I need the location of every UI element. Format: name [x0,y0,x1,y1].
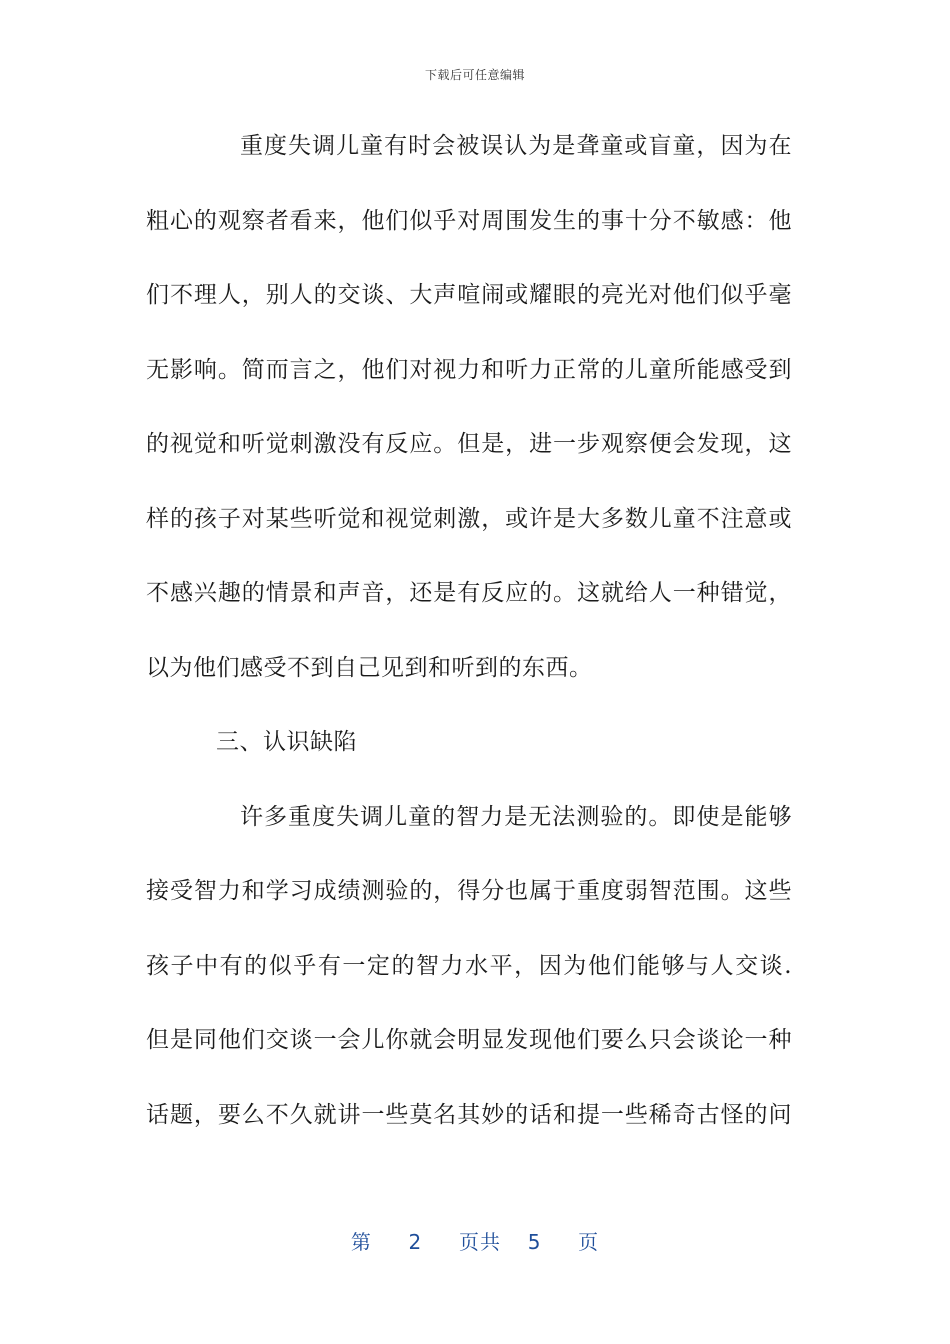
paragraph-line: 的视觉和听觉刺激没有反应。但是，进一步观察便会发现，这 [146,431,792,457]
paragraph-line: 孩子中有的似乎有一定的智力水平，因为他们能够与人交谈. [146,952,792,979]
header-note: 下载后可任意编辑 [424,68,525,82]
paragraph-line: 话题，要么不久就讲一些莫名其妙的话和提一些稀奇古怪的问 [146,1101,792,1128]
section-heading: 三、认识缺陷 [216,729,357,755]
paragraph-line: 们不理人，别人的交谈、大声喧闹或耀眼的亮光对他们似乎毫 [146,282,792,308]
page-footer [0,1226,950,1255]
footer-middle: 页共 [459,1230,501,1254]
paragraph-line: 粗心的观察者看来，他们似乎对周围发生的事十分不敏感：他 [146,207,792,234]
footer-suffix: 页 [578,1230,600,1254]
paragraph-line: 但是同他们交谈一会儿你就会明显发现他们要么只会谈论一种 [146,1027,792,1053]
footer-prefix: 第 [350,1230,372,1254]
paragraph-line: 接受智力和学习成绩测验的，得分也属于重度弱智范围。这些 [146,878,792,904]
paragraph-line: 无影响。简而言之，他们对视力和听力正常的儿童所能感受到 [146,356,792,383]
paragraph-line: 不感兴趣的情景和声音，还是有反应的。这就给人一种错觉， [146,580,792,606]
paragraph-line: 样的孩子对某些听觉和视觉刺激，或许是大多数儿童不注意或 [146,505,792,532]
total-pages-number: 5 [527,1230,542,1254]
paragraph-line: 许多重度失调儿童的智力是无法测验的。即使是能够 [240,803,792,830]
current-page-number: 2 [408,1230,423,1254]
document-body [146,124,792,1167]
paragraph-line: 重度失调儿童有时会被误认为是聋童或盲童，因为在 [240,133,792,159]
paragraph-line: 以为他们感受不到自己见到和听到的东西。 [146,654,593,681]
